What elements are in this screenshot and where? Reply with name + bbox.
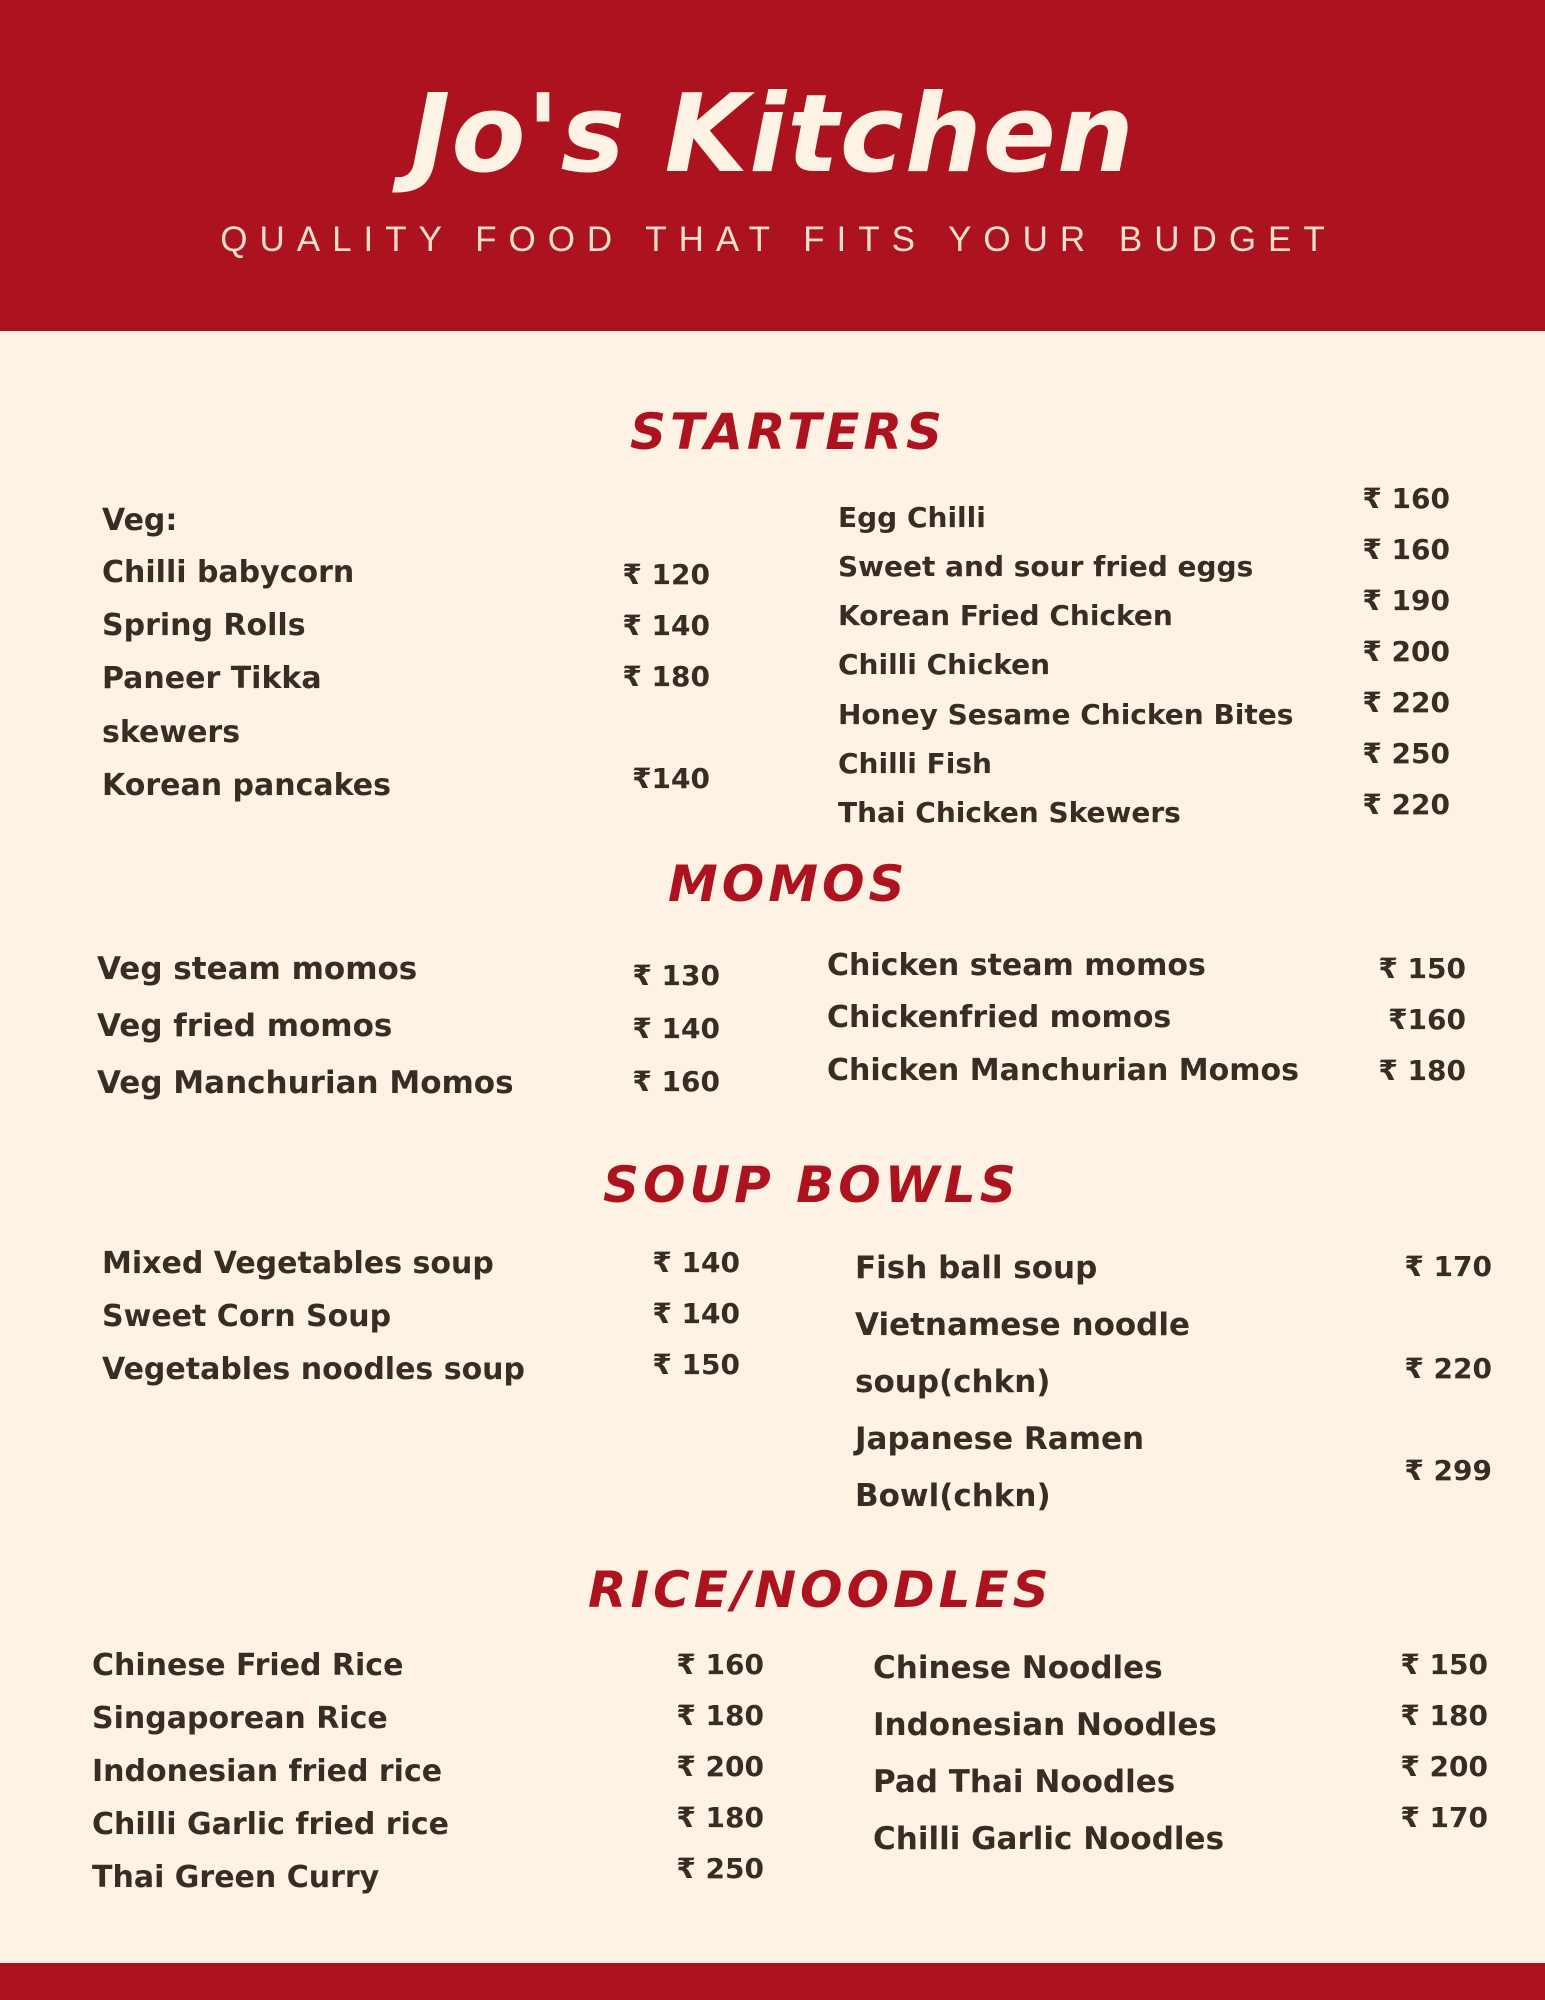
menu-item-price: ₹ 140 xyxy=(652,1297,740,1330)
restaurant-title: Jo's Kitchen xyxy=(410,72,1135,197)
menu-item-name: Thai Chicken Skewers xyxy=(838,796,1181,829)
menu-item-name: Veg fried momos xyxy=(97,1008,393,1044)
menu-item-name-line2: soup(chkn) xyxy=(855,1364,1051,1400)
menu-item-price: ₹ 120 xyxy=(622,558,710,591)
menu-item-price: ₹ 160 xyxy=(1362,533,1450,566)
menu-item-price: ₹ 180 xyxy=(622,660,710,693)
menu-item-name: Veg Manchurian Momos xyxy=(97,1065,514,1101)
menu-item-name: Chilli Chicken xyxy=(838,648,1051,681)
menu-item-name-line2: Bowl(chkn) xyxy=(855,1478,1051,1514)
menu-item-price: ₹ 180 xyxy=(1378,1054,1466,1087)
menu-item-name: Vietnamese noodle xyxy=(855,1307,1191,1343)
menu-item-price: ₹ 140 xyxy=(652,1246,740,1279)
menu-item-price: ₹140 xyxy=(632,762,710,795)
menu-item-price: ₹ 140 xyxy=(632,1012,720,1045)
menu-item-name: Chilli babycorn xyxy=(102,555,355,590)
menu-item-name: Japanese Ramen xyxy=(855,1421,1145,1457)
menu-item-price: ₹ 220 xyxy=(1362,686,1450,719)
menu-item-name: Indonesian Noodles xyxy=(873,1707,1217,1743)
menu-item-price: ₹ 250 xyxy=(676,1852,764,1885)
menu-item-name: Chilli Garlic Noodles xyxy=(873,1821,1225,1857)
header-banner xyxy=(0,0,1545,331)
menu-item-name: Indonesian fried rice xyxy=(92,1754,443,1789)
menu-item-name: skewers xyxy=(102,715,241,750)
menu-item-price: ₹ 140 xyxy=(622,609,710,642)
menu-item-price: ₹ 180 xyxy=(1400,1699,1488,1732)
menu-item-price: ₹ 170 xyxy=(1404,1250,1492,1283)
menu-item-price: ₹ 160 xyxy=(1362,482,1450,515)
section-title-soup-bowls: SOUP BOWLS xyxy=(603,1156,1020,1214)
menu-item-name: Fish ball soup xyxy=(855,1250,1098,1286)
menu-item-price: ₹ 190 xyxy=(1362,584,1450,617)
menu-item-name: Korean Fried Chicken xyxy=(838,599,1173,632)
menu-item-price: ₹ 200 xyxy=(1400,1750,1488,1783)
menu-item-name: Chickenfried momos xyxy=(827,1000,1172,1035)
veg-heading: Veg: xyxy=(102,503,178,538)
menu-item-name: Chinese Noodles xyxy=(873,1650,1163,1686)
menu-item-name: Vegetables noodles soup xyxy=(102,1352,526,1387)
menu-item-name: Spring Rolls xyxy=(102,608,306,643)
menu-item-price: ₹ 170 xyxy=(1400,1801,1488,1834)
menu-item-price: ₹ 180 xyxy=(676,1699,764,1732)
section-title-starters: STARTERS xyxy=(630,403,946,461)
menu-item-price: ₹ 150 xyxy=(1378,952,1466,985)
menu-item-price: ₹ 130 xyxy=(632,959,720,992)
menu-item-price: ₹ 250 xyxy=(1362,737,1450,770)
menu-item-price: ₹ 150 xyxy=(652,1348,740,1381)
menu-item-name: Pad Thai Noodles xyxy=(873,1764,1176,1800)
menu-item-price: ₹ 220 xyxy=(1404,1352,1492,1385)
menu-item-name: Thai Green Curry xyxy=(92,1860,380,1895)
footer-bar xyxy=(0,1963,1545,2000)
menu-item-price: ₹ 160 xyxy=(632,1065,720,1098)
menu-item-name: Honey Sesame Chicken Bites xyxy=(838,698,1294,731)
menu-item-price: ₹ 160 xyxy=(676,1648,764,1681)
menu-item-name: Sweet and sour fried eggs xyxy=(838,550,1254,583)
menu-item-name: Egg Chilli xyxy=(838,501,986,534)
section-title-momos: MOMOS xyxy=(668,855,909,913)
menu-item-name: Sweet Corn Soup xyxy=(102,1299,392,1334)
menu-item-price: ₹ 200 xyxy=(676,1750,764,1783)
menu-item-price: ₹ 299 xyxy=(1404,1454,1492,1487)
section-title-rice-noodles: RICE/NOODLES xyxy=(588,1561,1053,1619)
menu-item-name: Chicken steam momos xyxy=(827,948,1206,983)
menu-item-price: ₹ 220 xyxy=(1362,788,1450,821)
tagline: QUALITY FOOD THAT FITS YOUR BUDGET xyxy=(220,220,1337,259)
menu-item-name: Chicken Manchurian Momos xyxy=(827,1053,1300,1088)
menu-item-name: Chilli Fish xyxy=(838,747,992,780)
menu-item-price: ₹ 180 xyxy=(676,1801,764,1834)
menu-item-price: ₹160 xyxy=(1388,1003,1466,1036)
menu-item-name: Paneer Tikka xyxy=(102,661,322,696)
menu-item-name: Korean pancakes xyxy=(102,768,391,803)
menu-item-name: Veg steam momos xyxy=(97,951,418,987)
menu-item-name: Mixed Vegetables soup xyxy=(102,1246,494,1281)
menu-item-price: ₹ 200 xyxy=(1362,635,1450,668)
menu-item-name: Singaporean Rice xyxy=(92,1701,388,1736)
menu-item-price: ₹ 150 xyxy=(1400,1648,1488,1681)
menu-item-name: Chilli Garlic fried rice xyxy=(92,1807,450,1842)
menu-item-name: Chinese Fried Rice xyxy=(92,1648,404,1683)
